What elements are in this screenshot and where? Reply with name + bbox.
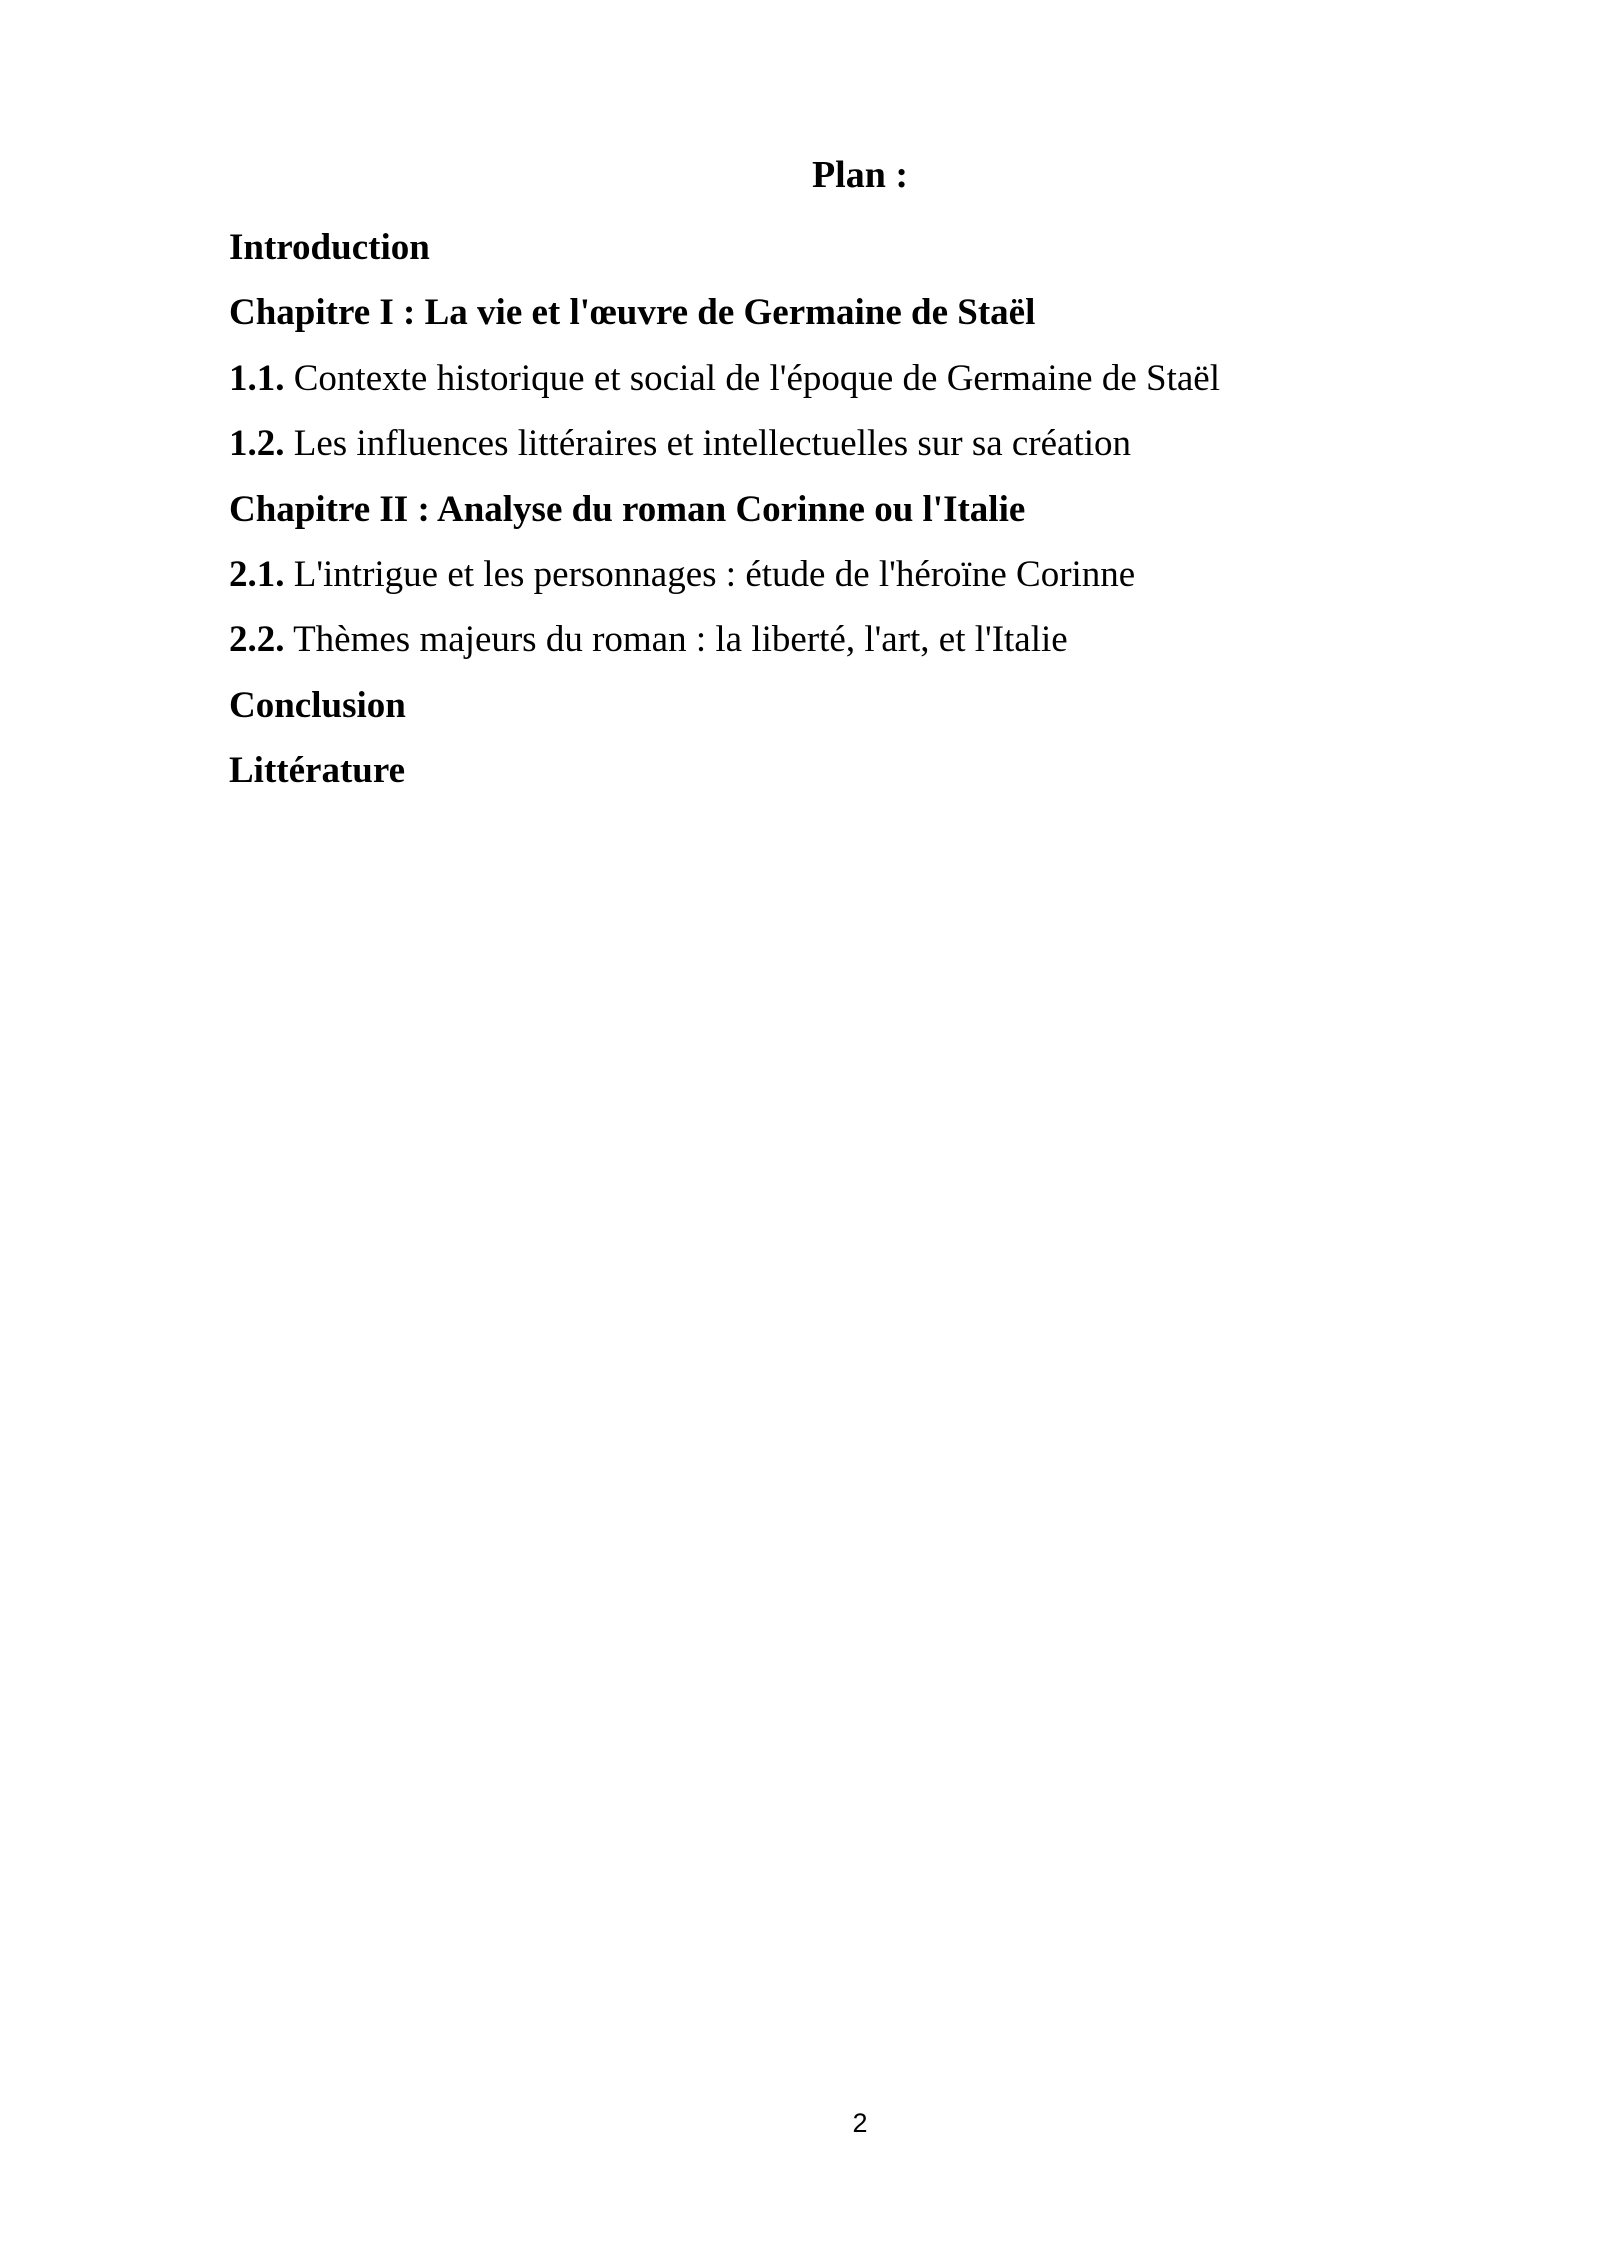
section-number: 1.1. [229,357,285,399]
toc-entry-section-2-2 [229,607,1529,672]
toc-entry-literature: Littérature [229,750,406,792]
toc-entry-section-2-1 [229,542,1529,607]
section-number: 2.1. [229,553,285,595]
toc-entry-chapter-2: Chapitre II : Analyse du roman Corinne ou l'Italie [229,488,1026,530]
toc-entry-section-1-1 [229,346,1529,411]
section-text: Contexte historique et social de l'époque de Germaine de Staël [284,357,1220,399]
toc-entry-chapter-1: Chapitre I : La vie et l'œuvre de Germaine de Staël [229,292,1036,334]
page-number: 2 [852,2108,868,2138]
toc-entry-conclusion: Conclusion [229,684,406,726]
section-text: Thèmes majeurs du roman : la liberté, l'art, et l'Italie [284,619,1068,661]
section-number: 1.2. [229,423,285,465]
section-text: Les influences littéraires et intellectuelles sur sa création [284,423,1132,465]
section-text: L'intrigue et les personnages : étude de l'héroïne Corinne [284,553,1136,595]
toc-entry-introduction: Introduction [229,227,430,268]
page-title: Plan : [811,154,909,196]
table-of-contents [229,215,1529,804]
section-number: 2.2. [229,619,285,661]
toc-entry-section-1-2 [229,411,1529,476]
